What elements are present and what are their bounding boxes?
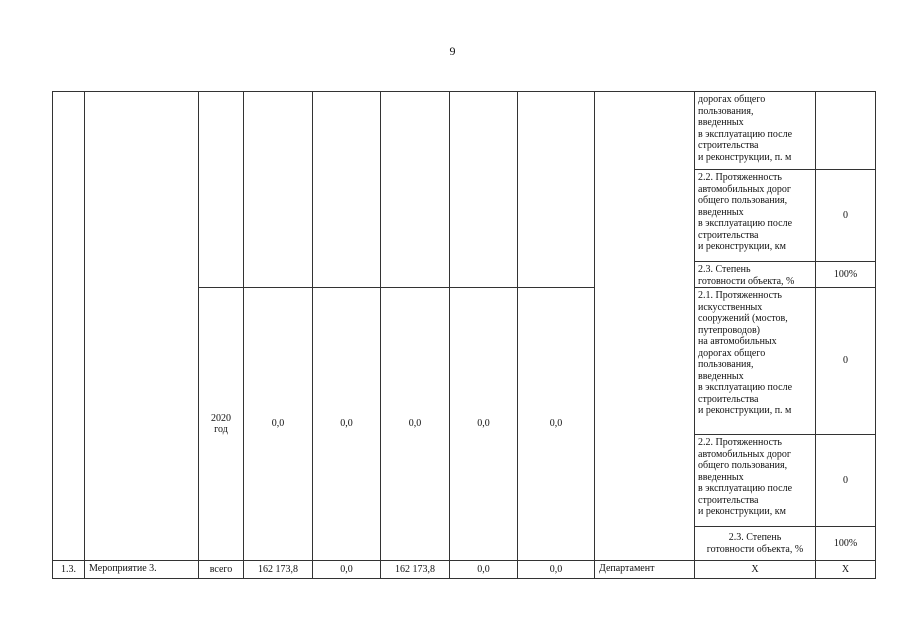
text-line: общего пользования,	[698, 195, 788, 206]
text-line: пользования,	[698, 359, 754, 370]
indicator-2-1-tail-value	[815, 91, 876, 170]
text-line: строительства	[698, 494, 759, 506]
text-line: и реконструкции, п. м	[698, 151, 792, 163]
value-cell-2019-1	[243, 91, 313, 288]
text-line: и реконструкции, км	[698, 241, 786, 252]
text-line: общего пользования,	[698, 460, 788, 471]
text-line: в эксплуатацию после	[698, 218, 793, 229]
indicator-2-3-value-2020: 100%	[815, 526, 876, 561]
indicator-2-3-value-2019: 100%	[815, 261, 876, 288]
row-1-3-indicator-value: Х	[815, 560, 876, 579]
text-line: 2.2. Протяженность	[698, 172, 782, 183]
period-cell-2019	[198, 91, 244, 288]
text-line: автомобильных дорог	[698, 448, 792, 460]
text-line: строительства	[698, 393, 759, 405]
text-line: и реконструкции, км	[698, 506, 786, 517]
text-line: строительства	[698, 140, 759, 151]
indicator-2-2-value-2020: 0	[815, 434, 876, 527]
row-1-3-name: Мероприятие 3.	[84, 560, 199, 579]
indicator-2-2-cell-2020	[694, 434, 816, 527]
value-cell-2020-4: 0,0	[449, 287, 518, 561]
text-line: искусственных	[698, 301, 763, 313]
value-cell-2019-5	[517, 91, 595, 288]
value-cell-2020-3: 0,0	[380, 287, 450, 561]
row-1-3-executor: Департамент	[594, 560, 695, 579]
text-line: пользования,	[698, 105, 754, 117]
text-line: 2.1. Протяженность	[698, 290, 782, 301]
text-line: 2.3. Степень	[698, 264, 751, 275]
text-line: введенных	[698, 370, 744, 382]
text-line: готовности объекта, %	[706, 543, 804, 555]
text-line: в эксплуатацию после	[698, 483, 793, 494]
row-1-3-period: всего	[198, 560, 244, 579]
page-number: 9	[449, 44, 456, 58]
row-1-3-number: 1.3.	[52, 560, 85, 579]
col-name-cell	[84, 91, 199, 561]
text-line: строительства	[698, 229, 759, 241]
row-1-3-value-5: 0,0	[517, 560, 595, 579]
period-cell-2020	[198, 287, 244, 561]
value-cell-2020-2: 0,0	[312, 287, 381, 561]
text-line: автомобильных дорог	[698, 183, 792, 195]
col-num-cell	[52, 91, 85, 561]
row-1-3-value-4: 0,0	[449, 560, 518, 579]
text-line: дорогах общего	[698, 347, 766, 359]
year-label: 2020	[211, 412, 231, 424]
text-line: в эксплуатацию после	[698, 382, 793, 393]
indicator-2-1-value-2020: 0	[815, 287, 876, 435]
indicator-2-1-cell-2020	[694, 287, 816, 435]
indicator-2-3-cell-2019	[694, 261, 816, 288]
text-line: и реконструкции, п. м	[698, 405, 792, 416]
text-line: готовности объекта, %	[698, 275, 795, 287]
text-line: на автомобильных	[698, 336, 777, 347]
year-unit: год	[214, 424, 228, 435]
text-line: 2.2. Протяженность	[698, 437, 782, 448]
indicator-2-3-cell-2020	[694, 526, 816, 561]
text-line: дорогах общего	[698, 94, 766, 105]
text-line: в эксплуатацию после	[698, 128, 793, 140]
text-line: введенных	[698, 206, 744, 218]
text-line: сооружений (мостов,	[698, 313, 788, 324]
text-line: 2.3. Степень	[728, 532, 782, 543]
row-1-3-total: 162 173,8	[243, 560, 313, 579]
executor-cell	[594, 91, 695, 561]
indicator-2-1-tail-cell	[694, 91, 816, 170]
text-line: путепроводов)	[698, 324, 761, 336]
text-line: введенных	[698, 117, 744, 128]
row-1-3-value-3: 162 173,8	[380, 560, 450, 579]
value-cell-2019-3	[380, 91, 450, 288]
text-line: введенных	[698, 471, 744, 483]
row-1-3-indicator: Х	[694, 560, 816, 579]
value-cell-2019-4	[449, 91, 518, 288]
value-cell-2019-2	[312, 91, 381, 288]
indicator-2-2-value-2019: 0	[815, 169, 876, 262]
value-cell-2020-5: 0,0	[517, 287, 595, 561]
value-cell-2020-1: 0,0	[243, 287, 313, 561]
row-1-3-value-2: 0,0	[312, 560, 381, 579]
indicator-2-2-cell-2019	[694, 169, 816, 262]
